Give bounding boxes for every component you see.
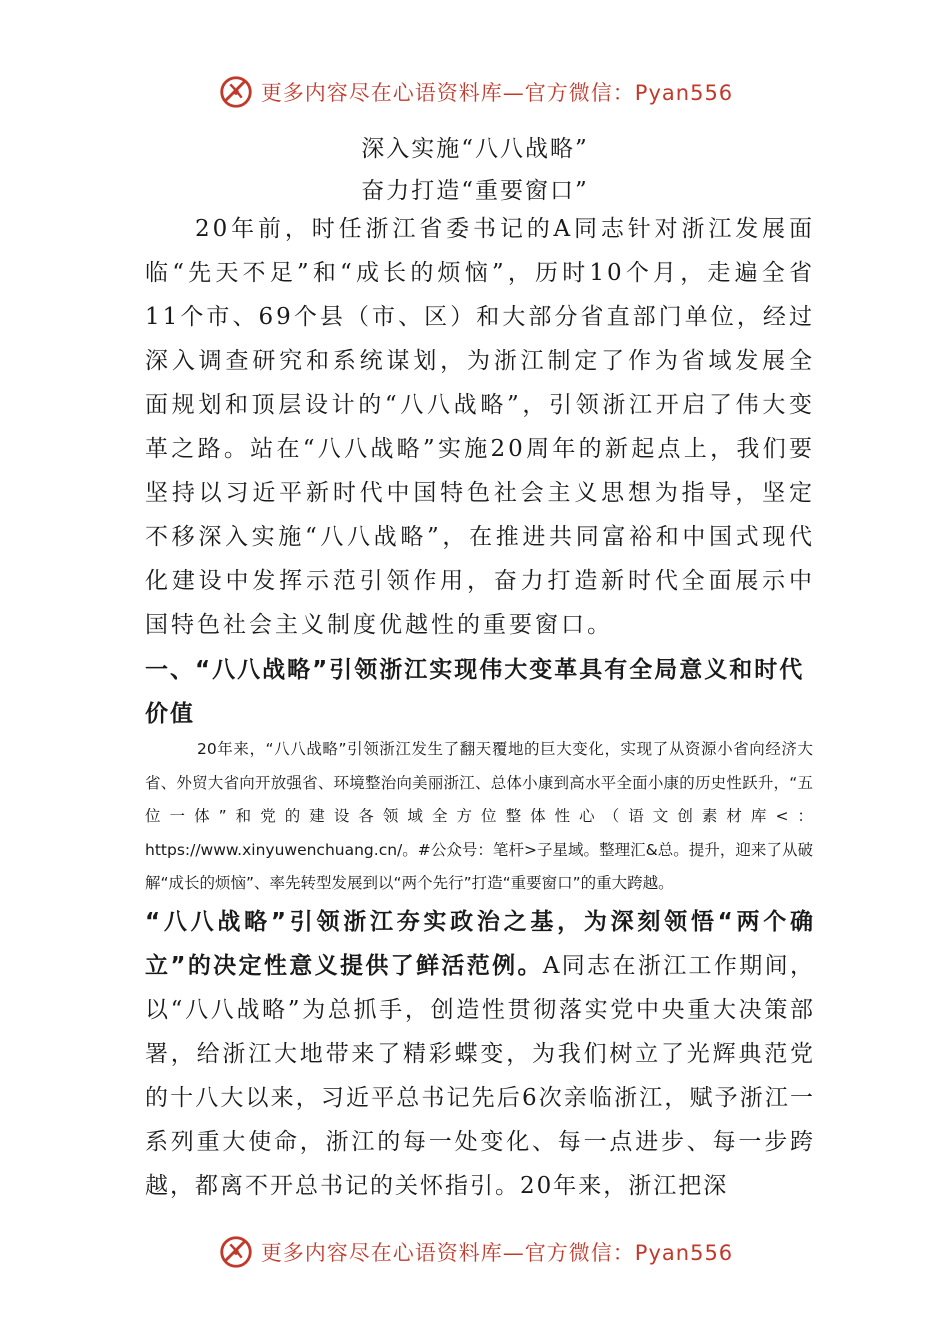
paragraph-bold-lead: “八八战略”引领浙江夯实政治之基，为深刻领悟“两个确立”的决定性意义提供了鲜活范例。	[145, 909, 815, 979]
footer-banner	[0, 1230, 950, 1274]
document-title-line1: 深入实施“八八战略”	[361, 136, 589, 162]
section-paragraph	[145, 900, 815, 1208]
intro-paragraph: 20年前，时任浙江省委书记的A同志针对浙江发展面临“先天不足”和“成长的烦恼”，历时10个月，走遍全省11个市、69个县（市、区）和大部分省直部门单位，经过深入调查研究和系统谋划，为浙江制定了作为省域发展全面规划和顶层设计的“八八战略”，引领浙江开启了伟大变革之路。站在“八八战略”实施20周年的新起点上，我们要坚持以习近平新时代中国特色社会主义思想为指导，坚定不移深入实施“八八战略”，在推进共同富裕和中国式现代化建设中发挥示范引领作用，奋力打造新时代全面展示中国特色社会主义制度优越性的重要窗口。	[145, 216, 815, 638]
paragraph-text: A同志在浙江工作期间，以“八八战略”为总抓手，创造性贯彻落实党中央重大决策部署，给浙江大地带来了精彩蝶变，为我们树立了光辉典范党的十八大以来，习近平总书记先后6次亲临浙江，赋予浙江一系列重大使命，浙江的每一处变化、每一点进步、每一步跨越，都离不开总书记的关怀指引。20年来，浙江把深	[145, 953, 815, 1199]
header-banner	[0, 70, 950, 114]
logo-icon	[217, 73, 255, 111]
inserted-small-paragraph: 20年来，“八八战略”引领浙江发生了翻天覆地的巨大变化，实现了从资源小省向经济大省、外贸大省向开放强省、环境整治向美丽浙江、总体小康到高水平全面小康的历史性跃升，“五位一体”和党的建设各领域全方位整体性心（语文创素材库<：https://www.xinyuwenchuang.cn/。#公众号：笔杆>子星域。整理汇&总。提升，迎来了从破解“成长的烦恼”、率先转型发展到以“两个先行”打造“重要窗口”的重大跨越。	[145, 740, 813, 892]
section-heading-1: 一、“八八战略”引领浙江实现伟大变革具有全局意义和时代价值	[145, 657, 805, 727]
banner-text: 更多内容尽在心语资料库—官方微信：Pyan556	[260, 1241, 734, 1265]
document-title-line2: 奋力打造“重要窗口”	[361, 178, 589, 204]
banner-text: 更多内容尽在心语资料库—官方微信：Pyan556	[260, 81, 734, 105]
logo-icon	[217, 1233, 255, 1271]
